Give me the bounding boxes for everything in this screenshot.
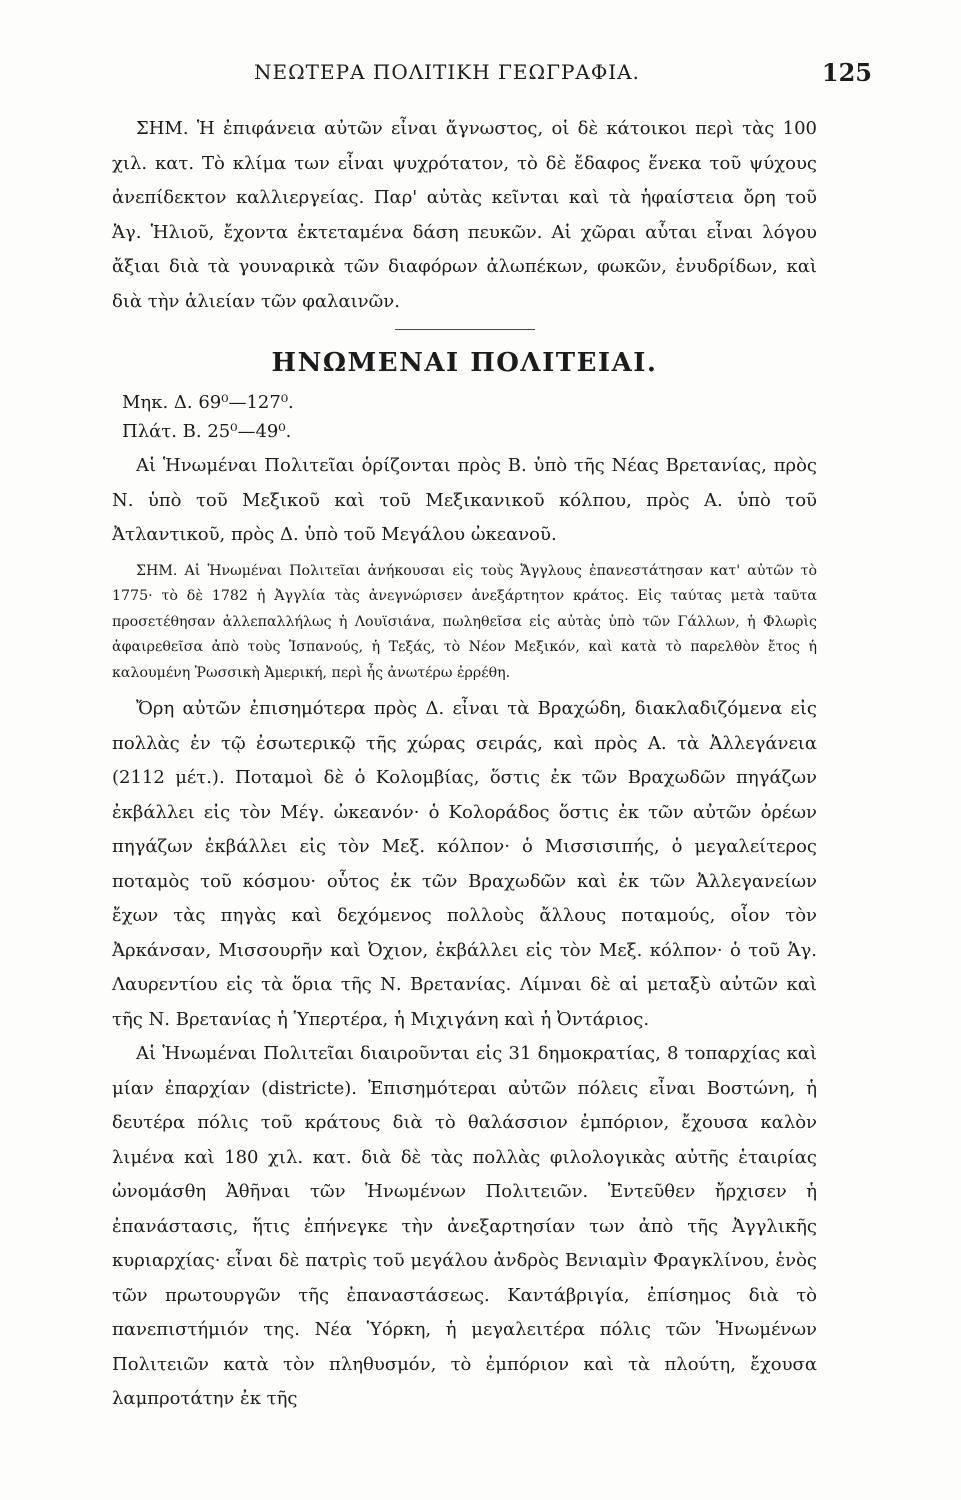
running-title: ΝΕΩΤΕΡΑ ΠΟΛΙΤΙΚΗ ΓΕΩΓΡΑΦΙΑ.: [254, 60, 640, 84]
history-note: ΣΗΜ. Αἱ Ἡνωμέναι Πολιτεῖαι ἀνήκουσαι εἰς τοὺς Ἄγγλους ἐπανεστάτησαν κατ' αὐτῶν τὸ 1775· τὸ δὲ 1782 ἡ Ἀγγλία τὰς ἀνεγνώρισεν ἀνεξάρτητον κράτος. Εἰς ταύτας μετὰ ταῦτα προσετέθησαν ἀλλεπαλλήλως ἡ Λουϊσιάνα, πωληθεῖσα εἰς αὐτὰς ὑπὸ τῶν Γάλλων, ἡ Φλωρὶς ἀφαιρεθεῖσα ἀπὸ τοὺς Ἱσπανούς, ἡ Τεξάς, τὸ Νέον Μεξικόν, καὶ κατὰ τὸ παρελθὸν ἔτος ἡ καλουμένη Ῥωσσικὴ Ἀμερική, περὶ ἧς ἀνωτέρω ἐρρέθη.: [112, 562, 817, 681]
longitude-line: Μηκ. Δ. 69⁰—127⁰.: [122, 392, 294, 413]
section-heading: ΗΝΩΜΕΝΑΙ ΠΟΛΙΤΕΙΑΙ.: [271, 348, 658, 378]
latitude-line: Πλάτ. Β. 25⁰—49⁰.: [122, 421, 292, 442]
note-paragraph: ΣΗΜ. Ἡ ἐπιφάνεια αὐτῶν εἶναι ἄγνωστος, οἱ δὲ κάτοικοι περὶ τὰς 100 χιλ. κατ. Τὸ κλίμα των εἶναι ψυχρότατον, τὸ δὲ ἔδαφος ἕνεκα τοῦ ψύχους ἀνεπίδεκτον καλλιεργείας. Παρ' αὐτὰς κεῖνται καὶ τὰ ἡφαίστεια ὄρη τοῦ Ἁγ. Ἡλιοῦ, ἔχοντα ἐκτεταμένα δάση πευκῶν. Αἱ χῶραι αὗται εἶναι λόγου ἄξιαι διὰ τὰ γουναρικὰ τῶν διαφόρων ἀλωπέκων, φωκῶν, ἐνυδρίδων, καὶ διὰ τὴν ἁλιείαν τῶν φαλαινῶν.: [112, 118, 817, 312]
mountains-rivers-paragraph: Ὄρη αὐτῶν ἐπισημότερα πρὸς Δ. εἶναι τὰ Βραχώδη, διακλαδιζόμενα εἰς πολλὰς ἐν τῷ ἐσωτερικῷ τῆς χώρας σειράς, καὶ πρὸς Α. τὰ Ἀλλεγάνεια (2112 μέτ.). Ποταμοὶ δὲ ὁ Κολομβίας, ὅστις ἐκ τῶν Βραχωδῶν πηγάζων ἐκβάλλει εἰς τὸν Μέγ. ὠκεανόν· ὁ Κολοράδος ὅστις ἐκ τῶν αὐτῶν ὀρέων πηγάζων ἐκβάλλει εἰς τὸν Μεξ. κόλπον· ὁ Μισσισιπής, ὁ μεγαλείτερος ποταμὸς τοῦ κόσμου· οὗτος ἐκ τῶν Βραχωδῶν καὶ ἐκ τῶν Ἀλλεγανείων ἔχων τὰς πηγὰς καὶ δεχόμενος πολλοὺς ἄλλους ποταμούς, οἷον τὸν Ἀρκάνσαν, Μισσουρῆν καὶ Ὀχιον, ἐκβάλλει εἰς τὸν Μεξ. κόλπον· ὁ τοῦ Ἁγ. Λαυρεντίου εἰς τὰ ὅρια τῆς Ν. Βρετανίας. Λίμναι δὲ αἱ μεταξὺ αὐτῶν καὶ τῆς Ν. Βρετανίας ἡ Ὑπερτέρα, ἡ Μιχιγάνη καὶ ἡ Ὀντάριος.: [112, 698, 817, 1030]
page-number: 125: [821, 58, 872, 87]
page-body: [112, 112, 817, 1417]
page-header: [112, 58, 872, 90]
divisions-paragraph: Αἱ Ἡνωμέναι Πολιτεῖαι διαιροῦνται εἰς 31 δημοκρατίας, 8 τοπαρχίας καὶ μίαν ἐπαρχίαν (districte). Ἐπισημότεραι αὐτῶν πόλεις εἶναι Βοστώνη, ἡ δευτέρα πόλις τοῦ κράτους διὰ τὸ θαλάσσιον ἐμπόριον, ἔχουσα καλὸν λιμένα καὶ 180 χιλ. κατ. διὰ δὲ τὰς πολλὰς φιλολογικὰς αὐτῆς ἑταιρίας ὠνομάσθη Ἀθῆναι τῶν Ἡνωμένων Πολιτειῶν. Ἐντεῦθεν ἤρχισεν ἡ ἐπανάστασις, ἥτις ἐπήνεγκε τὴν ἀνεξαρτησίαν των ἀπὸ τῆς Ἀγγλικῆς κυριαρχίας· εἶναι δὲ πατρὶς τοῦ μεγάλου ἀνδρὸς Βενιαμὶν Φραγκλίνου, ἑνὸς τῶν πρωτουργῶν τῆς ἐπαναστάσεως. Καντάβριγία, ἐπίσημος διὰ τὸ πανεπιστήμιόν της. Νέα Ὑόρκη, ἡ μεγαλειτέρα πόλις τῶν Ἡνωμένων Πολιτειῶν κατὰ τὸν πληθυσμόν, τὸ ἐμπόριον καὶ τὰ πλούτη, ἔχουσα λαμπροτάτην ἐκ τῆς: [112, 1043, 817, 1409]
borders-paragraph: Αἱ Ἡνωμέναι Πολιτεῖαι ὁρίζονται πρὸς Β. ὑπὸ τῆς Νέας Βρετανίας, πρὸς Ν. ὑπὸ τοῦ Μεξικοῦ καὶ τοῦ Μεξικανικοῦ κόλπου, πρὸς Α. ὑπὸ τοῦ Ἀτλαντικοῦ, πρὸς Δ. ὑπὸ τοῦ Μεγάλου ὠκεανοῦ.: [112, 455, 817, 545]
section-divider: [395, 329, 535, 330]
